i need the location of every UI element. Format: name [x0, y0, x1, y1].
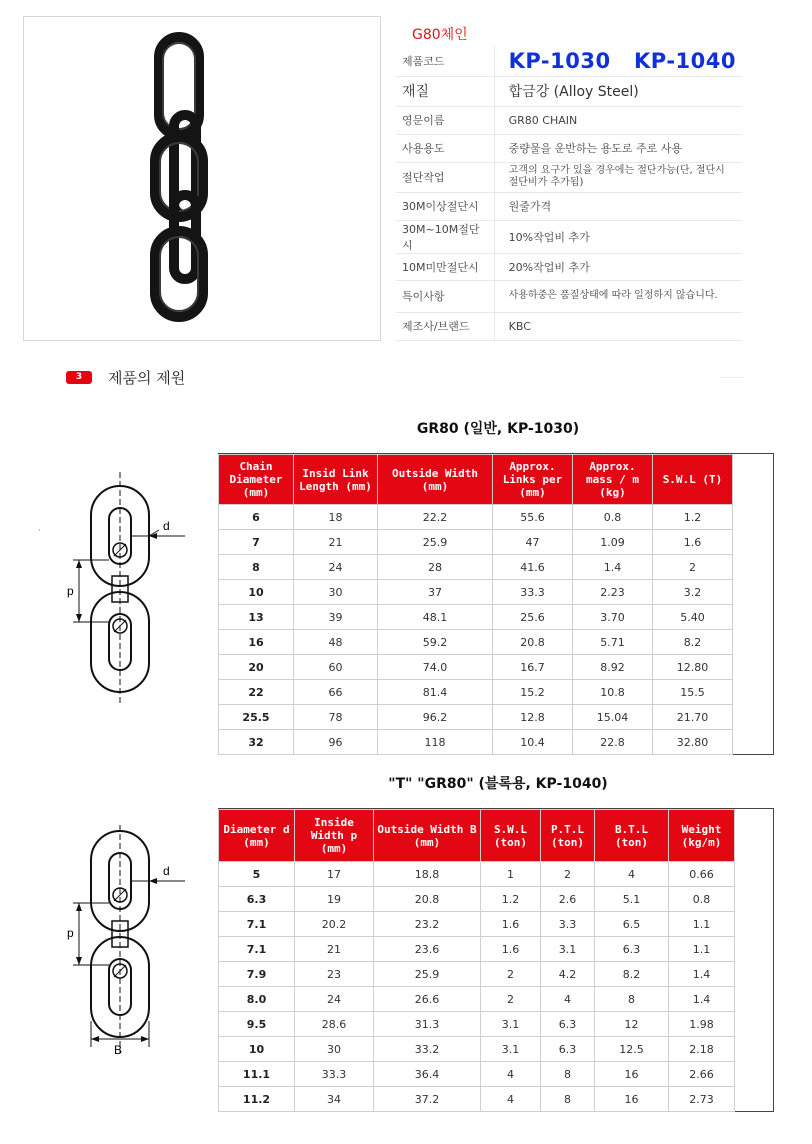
spec-label: 절단작업 — [396, 162, 494, 192]
table2-cell: 20.8 — [374, 887, 481, 912]
product-photo — [23, 16, 381, 341]
table1-cell: 41.6 — [493, 555, 573, 580]
table2-cell: 18.8 — [374, 862, 481, 887]
table2-cell: 34 — [295, 1087, 374, 1112]
table1-cell: 8.2 — [653, 630, 733, 655]
table1-cell: 39 — [294, 605, 378, 630]
table2-cell: 8 — [541, 1062, 595, 1087]
table2-cell: 25.9 — [374, 962, 481, 987]
table1-cell: 8 — [219, 555, 294, 580]
table2-header-row — [219, 810, 735, 862]
table2-cell: 8.0 — [219, 987, 295, 1012]
table2-title: "T" "GR80" (블록용, KP-1040) — [388, 776, 608, 792]
table1-cell: 16 — [219, 630, 294, 655]
spec-value: 원줄가격 — [494, 192, 742, 220]
table2-header-cell: Outside Width B (mm) — [374, 810, 481, 862]
table2-cell: 16 — [595, 1087, 669, 1112]
table2-row — [219, 862, 735, 887]
table2-cell: 3.1 — [541, 937, 595, 962]
table2-cell: 26.6 — [374, 987, 481, 1012]
table1-row — [219, 580, 733, 605]
table1-cell: 47 — [493, 530, 573, 555]
table1-cell: 22.2 — [378, 505, 493, 530]
table1-body — [219, 505, 733, 755]
table1-cell: 10.8 — [573, 680, 653, 705]
table1-row — [219, 705, 733, 730]
table1-row — [219, 555, 733, 580]
table1-cell: 12.8 — [493, 705, 573, 730]
table1-row — [219, 680, 733, 705]
table1-cell: 118 — [378, 730, 493, 755]
table2-cell: 6.3 — [541, 1037, 595, 1062]
table1-row — [219, 605, 733, 630]
table2-row — [219, 962, 735, 987]
spec-label: 10M미만절단시 — [396, 253, 494, 280]
table1-cell: 2 — [653, 555, 733, 580]
table1-cell: 22 — [219, 680, 294, 705]
table2 — [218, 809, 735, 1112]
table2-cell: 4 — [481, 1087, 541, 1112]
table1-cell: 32 — [219, 730, 294, 755]
spec-label: 30M이상절단시 — [396, 192, 494, 220]
diagram1-label-d: d — [163, 519, 170, 533]
spec-label: 30M~10M절단시 — [396, 220, 494, 253]
table1-cell: 25.5 — [219, 705, 294, 730]
table2-row — [219, 937, 735, 962]
product-spec-table — [396, 46, 742, 341]
chain-diagram-2 — [55, 825, 195, 1055]
table2-header-cell: B.T.L (ton) — [595, 810, 669, 862]
table2-cell: 1.4 — [669, 962, 735, 987]
table2-cell: 1.98 — [669, 1012, 735, 1037]
table1-cell: 10.4 — [493, 730, 573, 755]
table1-cell: 16.7 — [493, 655, 573, 680]
table2-cell: 21 — [295, 937, 374, 962]
section-header — [66, 368, 185, 386]
table2-cell: 2 — [481, 987, 541, 1012]
table1-cell: 8.92 — [573, 655, 653, 680]
spec-row — [396, 46, 742, 76]
table2-cell: 37.2 — [374, 1087, 481, 1112]
table2-cell: 2.73 — [669, 1087, 735, 1112]
table1-row — [219, 505, 733, 530]
table1-cell: 96.2 — [378, 705, 493, 730]
spec-label: 사용용도 — [396, 134, 494, 162]
table2-cell: 2.6 — [541, 887, 595, 912]
table2-row — [219, 1062, 735, 1087]
chain-photo-image — [24, 17, 380, 340]
table1-cell: 78 — [294, 705, 378, 730]
table2-cell: 2 — [541, 862, 595, 887]
table2-cell: 23.2 — [374, 912, 481, 937]
table2-cell: 33.3 — [295, 1062, 374, 1087]
table2-cell: 3.1 — [481, 1012, 541, 1037]
table1-cell: 5.40 — [653, 605, 733, 630]
spec-row — [396, 220, 742, 253]
table2-cell: 4 — [595, 862, 669, 887]
table2-cell: 17 — [295, 862, 374, 887]
table2-cell: 11.1 — [219, 1062, 295, 1087]
table2-cell: 1.6 — [481, 912, 541, 937]
section-number-badge: 3 — [66, 371, 92, 384]
table1-header-cell: Chain Diameter (mm) — [219, 455, 294, 505]
table1-cell: 28 — [378, 555, 493, 580]
table2-cell: 4 — [481, 1062, 541, 1087]
table1 — [218, 454, 733, 755]
table2-row — [219, 887, 735, 912]
table1-cell: 1.2 — [653, 505, 733, 530]
spec-label: 재질 — [396, 76, 494, 106]
table2-cell: 0.8 — [669, 887, 735, 912]
table2-cell: 28.6 — [295, 1012, 374, 1037]
table2-cell: 3.3 — [541, 912, 595, 937]
table2-cell: 4.2 — [541, 962, 595, 987]
table1-header-cell: Approx. Links per (mm) — [493, 455, 573, 505]
table2-cell: 6.5 — [595, 912, 669, 937]
table1-cell: 15.04 — [573, 705, 653, 730]
table1-header-cell: Approx. mass / m (kg) — [573, 455, 653, 505]
table1-cell: 3.70 — [573, 605, 653, 630]
table1-header-cell: Outside Width (mm) — [378, 455, 493, 505]
table2-cell: 2 — [481, 962, 541, 987]
table1-cell: 7 — [219, 530, 294, 555]
table2-cell: 12.5 — [595, 1037, 669, 1062]
table2-cell: 23.6 — [374, 937, 481, 962]
table1-cell: 20.8 — [493, 630, 573, 655]
table2-cell: 1.6 — [481, 937, 541, 962]
table1-cell: 15.2 — [493, 680, 573, 705]
table1-row — [219, 630, 733, 655]
table1-cell: 1.09 — [573, 530, 653, 555]
table1-cell: 30 — [294, 580, 378, 605]
table1-cell: 2.23 — [573, 580, 653, 605]
table2-row — [219, 1012, 735, 1037]
table2-cell: 20.2 — [295, 912, 374, 937]
table2-cell: 5.1 — [595, 887, 669, 912]
table1-cell: 25.9 — [378, 530, 493, 555]
table2-cell: 4 — [541, 987, 595, 1012]
table2-header-cell: Weight (kg/m) — [669, 810, 735, 862]
table2-cell: 24 — [295, 987, 374, 1012]
table1-row — [219, 730, 733, 755]
table2-cell: 23 — [295, 962, 374, 987]
spec-value: 고객의 요구가 있을 경우에는 절단가능(단, 절단시 절단비가 추가됨) — [494, 162, 742, 192]
table1-cell: 22.8 — [573, 730, 653, 755]
spec-row — [396, 76, 742, 106]
table1-cell: 32.80 — [653, 730, 733, 755]
table2-cell: 1 — [481, 862, 541, 887]
table1-cell: 3.2 — [653, 580, 733, 605]
table2-cell: 11.2 — [219, 1087, 295, 1112]
table2-header-cell: P.T.L (ton) — [541, 810, 595, 862]
table1-cell: 0.8 — [573, 505, 653, 530]
spec-value: 중량물을 운반하는 용도로 주로 사용 — [494, 134, 742, 162]
table2-cell: 16 — [595, 1062, 669, 1087]
spec-value: GR80 CHAIN — [494, 106, 742, 134]
table2-cell: 5 — [219, 862, 295, 887]
table1-cell: 25.6 — [493, 605, 573, 630]
table1-cell: 59.2 — [378, 630, 493, 655]
table1-cell: 60 — [294, 655, 378, 680]
table2-row — [219, 1037, 735, 1062]
table1-header-cell: S.W.L (T) — [653, 455, 733, 505]
table1-cell: 13 — [219, 605, 294, 630]
diagram1-label-p: p — [67, 584, 74, 598]
table2-cell: 8.2 — [595, 962, 669, 987]
table2-header-cell: S.W.L (ton) — [481, 810, 541, 862]
table2-cell: 1.2 — [481, 887, 541, 912]
table1-cell: 74.0 — [378, 655, 493, 680]
table2-cell: 1.1 — [669, 937, 735, 962]
table1-cell: 18 — [294, 505, 378, 530]
diagram2-label-p: p — [67, 926, 74, 940]
table1-cell: 48 — [294, 630, 378, 655]
table1-header-row — [219, 455, 733, 505]
table2-cell: 31.3 — [374, 1012, 481, 1037]
table2-cell: 6.3 — [541, 1012, 595, 1037]
spec-label: 영문이름 — [396, 106, 494, 134]
table2-cell: 9.5 — [219, 1012, 295, 1037]
table2-cell: 36.4 — [374, 1062, 481, 1087]
table1-cell: 55.6 — [493, 505, 573, 530]
table1-cell: 5.71 — [573, 630, 653, 655]
table1-cell: 96 — [294, 730, 378, 755]
spec-label: 제조사/브랜드 — [396, 312, 494, 340]
table2-header-cell: Inside Width p (mm) — [295, 810, 374, 862]
table2-cell: 33.2 — [374, 1037, 481, 1062]
spec-row — [396, 106, 742, 134]
table2-cell: 10 — [219, 1037, 295, 1062]
table2-cell: 19 — [295, 887, 374, 912]
stray-dot: · — [38, 526, 41, 536]
table1-cell: 81.4 — [378, 680, 493, 705]
spec-label: 제품코드 — [396, 46, 494, 76]
table2-cell: 7.9 — [219, 962, 295, 987]
table2-cell: 8 — [541, 1087, 595, 1112]
section-divider — [720, 377, 744, 378]
table2-row — [219, 1087, 735, 1112]
table2-cell: 1.1 — [669, 912, 735, 937]
table1-cell: 21 — [294, 530, 378, 555]
spec-value: KP-1030 KP-1040 — [494, 46, 742, 76]
table2-body — [219, 862, 735, 1112]
spec-value: 10%작업비 추가 — [494, 220, 742, 253]
table1-cell: 66 — [294, 680, 378, 705]
table2-cell: 12 — [595, 1012, 669, 1037]
spec-row — [396, 134, 742, 162]
table2-cell: 6.3 — [219, 887, 295, 912]
table2-cell: 30 — [295, 1037, 374, 1062]
spec-row — [396, 253, 742, 280]
table1-cell: 15.5 — [653, 680, 733, 705]
product-title: G80체인 — [412, 27, 468, 43]
table1-cell: 37 — [378, 580, 493, 605]
spec-row — [396, 280, 742, 312]
table1-cell: 1.4 — [573, 555, 653, 580]
table1-cell: 20 — [219, 655, 294, 680]
table1-cell: 33.3 — [493, 580, 573, 605]
table1-cell: 21.70 — [653, 705, 733, 730]
table2-cell: 0.66 — [669, 862, 735, 887]
table1-row — [219, 655, 733, 680]
table1-cell: 6 — [219, 505, 294, 530]
spec-row — [396, 312, 742, 340]
spec-value: 20%작업비 추가 — [494, 253, 742, 280]
table1-row — [219, 530, 733, 555]
table1-title: GR80 (일반, KP-1030) — [416, 421, 580, 437]
section-title: 제품의 제원 — [108, 368, 186, 387]
table2-cell: 7.1 — [219, 912, 295, 937]
table2-cell: 8 — [595, 987, 669, 1012]
table2-row — [219, 912, 735, 937]
spec-row — [396, 162, 742, 192]
table1-cell: 12.80 — [653, 655, 733, 680]
table1-cell: 1.6 — [653, 530, 733, 555]
table2-cell: 3.1 — [481, 1037, 541, 1062]
spec-value: 합금강 (Alloy Steel) — [494, 76, 742, 106]
table2-cell: 7.1 — [219, 937, 295, 962]
table1-cell: 24 — [294, 555, 378, 580]
table1-cell: 48.1 — [378, 605, 493, 630]
table2-cell: 2.18 — [669, 1037, 735, 1062]
table2-cell: 6.3 — [595, 937, 669, 962]
table2-row — [219, 987, 735, 1012]
table1-cell: 10 — [219, 580, 294, 605]
spec-value: 사용하중은 품질상태에 따라 일정하지 않습니다. — [494, 280, 742, 312]
table2-cell: 2.66 — [669, 1062, 735, 1087]
diagram2-label-B: B — [114, 1043, 123, 1055]
table2-header-cell: Diameter d (mm) — [219, 810, 295, 862]
spec-row — [396, 192, 742, 220]
spec-label: 특이사항 — [396, 280, 494, 312]
spec-value: KBC — [494, 312, 742, 340]
table1-header-cell: Insid Link Length (mm) — [294, 455, 378, 505]
diagram2-label-d: d — [163, 864, 170, 878]
chain-diagram-1 — [55, 470, 195, 710]
table2-cell: 1.4 — [669, 987, 735, 1012]
